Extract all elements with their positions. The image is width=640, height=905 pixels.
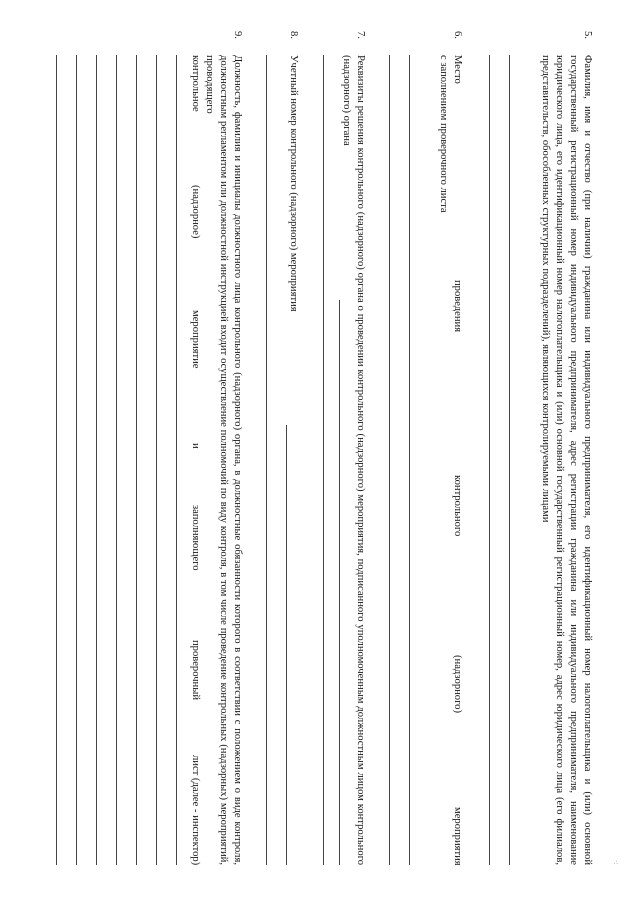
item-9-word: контрольное [190,55,201,112]
item-5 [538,31,594,865]
item-7-number: 7. [355,31,366,39]
item-6-word: проведения [452,280,463,333]
item-9-word: проверочный [190,640,201,701]
item-6-word: контрольного [452,475,463,537]
item-6-word: (надзорного) [452,655,463,714]
fill-line [389,55,390,865]
item-9-word: заполняющего [190,505,201,571]
item-9-word: (надзорное) [190,185,201,239]
fill-line [409,55,410,865]
item-7 [339,31,367,865]
item-9-number: 9. [232,31,243,39]
scan-speck: ·: [612,860,620,865]
fill-line [489,55,490,865]
item-7-text: Реквизиты решения контрольного (надзорного) органа о проведении контрольного (надзорного) мероприятия, подписанного уполномоченным должностным лицом контрольного (надзорного) органа [341,55,366,865]
item-6-number: 6. [452,31,463,39]
item-9-word: лист (далее - инспектор) [190,755,201,866]
item-8 [286,31,300,865]
item-6-line2: с заполнением проверочного листа [438,55,449,213]
fill-line [323,55,324,865]
fill-line [176,55,177,865]
fill-line [76,55,77,865]
item-9 [202,31,244,865]
item-9-word: мероприятие [190,310,201,369]
item-9-text: Должность, фамилия и инициалы должностного лица контрольного (надзорного) органа, в должностные обязанности которого в соответствии с положением о виде контроля, должностным регламентом или должностной инструкцией входит осуществление полномочий по виду контроля, в том числе проведение контрольных (надзорных) мероприятий, проводящего [204,55,243,865]
fill-line [96,55,97,865]
item-5-number: 5. [582,31,593,39]
fill-line [286,425,287,865]
fill-line [339,300,340,865]
fill-line [266,55,267,865]
item-9-last-line [188,55,202,865]
fill-line [56,55,57,865]
fill-line [116,55,117,865]
item-9-word: и [190,443,201,449]
item-6-word: мероприятия [452,807,463,866]
item-8-text: Учетный номер контрольного (надзорного) мероприятия [288,55,299,312]
item-5-text: Фамилия, имя и отчество (при наличии) гражданина или индивидуального предпринимателя, его идентификационный номер налогоплательщика и (или) основной государственный регистрационный номер индивидуального предпринимателя, адрес регистрации гражданина или индивидуального предпринимателя, наименование юридического лица, его идентификационный номер налогоплательщика и (или) основной государственный регистрационный номер, адрес юридического лица (его филиалов, представительств, обособленных структурных подразделений), являющихся контролируемыми лицами [540,55,593,865]
fill-line [136,55,137,865]
item-8-number: 8. [288,31,299,39]
fill-line [509,55,510,865]
fill-line [156,55,157,865]
item-6-word: Место [452,55,463,84]
item-6 [434,31,464,866]
